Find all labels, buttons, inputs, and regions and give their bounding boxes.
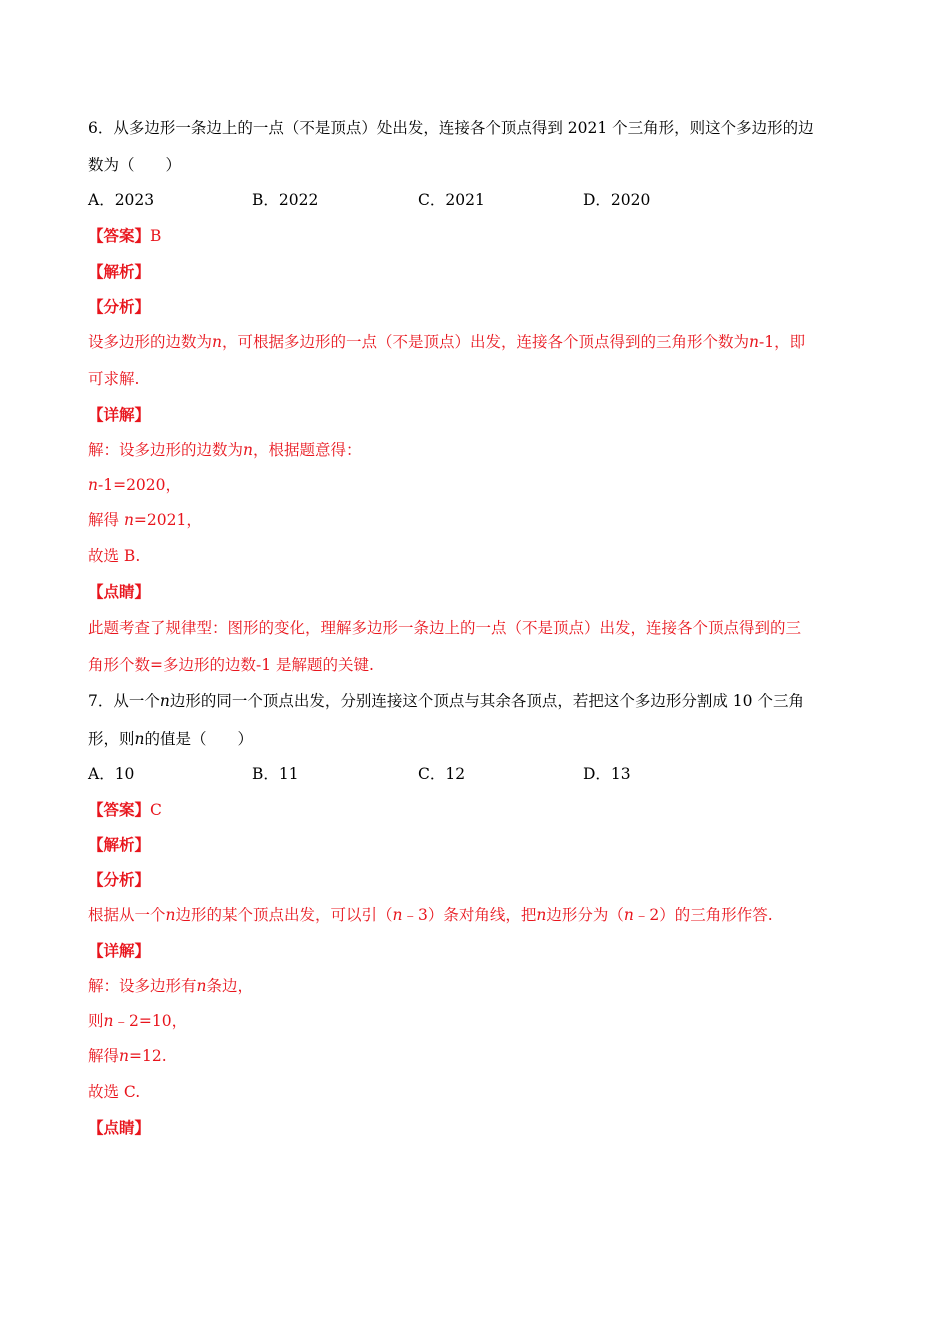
q6-step1-var-n: n (243, 441, 253, 459)
q7-fenxi-text-e: ﹣2）的三角形作答. (633, 906, 773, 924)
q6-step2 (88, 475, 181, 495)
q6-option-c: C．2021 (418, 191, 485, 209)
q6-answer-value: B (150, 227, 162, 245)
q7-fenxi-var-n2: n (392, 906, 403, 924)
q7-xiangjie-label: 【详解】 (88, 941, 151, 960)
q7-jiexi-label: 【解析】 (88, 835, 151, 854)
q6-step3-text-b: =2021， (133, 511, 202, 529)
q7-stem2-text-a: 形，则 (88, 730, 135, 748)
q7-stem-text-b: 边形的同一个顶点出发，分别连接这个顶点与其余各顶点，若把这个多边形分割成 10 个三角 (169, 692, 804, 710)
q7-fenxi-text-d: 边形分为（ (546, 906, 624, 924)
q7-stem-var-n: n (159, 692, 170, 710)
q6-fenxi-text-c: -1，即 (759, 333, 806, 351)
q6-answer (88, 226, 161, 246)
q6-dianjing-line2: 角形个数=多边形的边数-1 是解题的关键. (88, 656, 374, 674)
q6-step2-text: -1=2020， (97, 476, 182, 494)
q7-step4: 故选 C. (88, 1083, 141, 1101)
q7-stem2-var-n: n (134, 730, 145, 748)
q7-step1-var-n: n (196, 977, 207, 995)
q7-step1-text-b: 条边， (206, 977, 254, 995)
q7-fenxi-text-b: 边形的某个顶点出发，可以引（ (175, 906, 393, 924)
q7-fenxi-line (88, 905, 773, 925)
q7-step3-var-n: n (119, 1047, 129, 1065)
q6-step4: 故选 B. (88, 547, 141, 565)
q7-dianjing-label: 【点睛】 (88, 1118, 151, 1137)
q6-dianjing-line1: 此题考查了规律型：图形的变化，理解多边形一条边上的一点（不是顶点）出发，连接各个顶点得到的三 (88, 619, 802, 637)
q6-step2-var-n: n (88, 476, 98, 494)
q6-step3 (88, 510, 202, 530)
q6-fenxi-var-n: n (212, 333, 222, 351)
q6-step3-var-n: n (123, 511, 134, 529)
q6-step1 (88, 440, 362, 460)
q6-fenxi-text-b: ，可根据多边形的一点（不是顶点）出发，连接各个顶点得到的三角形个数为 (222, 333, 750, 351)
q7-answer-value: C (150, 801, 162, 819)
q7-option-d: D．13 (583, 765, 631, 783)
q7-step3 (88, 1046, 167, 1066)
q7-option-b: B．11 (252, 765, 299, 783)
q7-fenxi-text-a: 根据从一个 (88, 906, 166, 924)
q6-fenxi-text-a: 设多边形的边数为 (88, 333, 213, 351)
q7-fenxi-var-n3: n (536, 906, 547, 924)
q7-stem-line1 (88, 691, 804, 711)
q7-fenxi-var-n4: n (623, 906, 634, 924)
q6-jiexi-label: 【解析】 (88, 262, 151, 281)
q6-step1-text-a: 解：设多边形的边数为 (88, 441, 244, 459)
q6-fenxi-label: 【分析】 (88, 297, 151, 316)
q6-xiangjie-label: 【详解】 (88, 405, 151, 424)
q7-answer-label: 【答案】 (88, 800, 151, 819)
q7-answer (88, 800, 162, 820)
q7-fenxi-text-c: ﹣3）条对角线，把 (402, 906, 537, 924)
q7-step3-text-a: 解得 (88, 1047, 120, 1065)
q7-step1-text-a: 解：设多边形有 (88, 977, 197, 995)
q6-fenxi-line2: 可求解. (88, 370, 140, 388)
q7-option-a: A．10 (88, 765, 135, 783)
q7-step2-var-n: n (103, 1012, 114, 1030)
q6-stem-line2: 数为（ ） (88, 156, 182, 174)
q6-option-a: A．2023 (88, 191, 155, 209)
q7-fenxi-var-n1: n (165, 906, 176, 924)
q7-step1 (88, 976, 253, 996)
q7-step2-text-a: 则 (88, 1012, 104, 1030)
q6-fenxi-line1 (88, 332, 805, 352)
q7-fenxi-label: 【分析】 (88, 870, 151, 889)
q6-stem-line1: 6．从多边形一条边上的一点（不是顶点）处出发，连接各个顶点得到 2021 个三角形，则这个多边形的边 (88, 119, 814, 137)
q7-option-c: C．12 (418, 765, 466, 783)
q7-step3-text-b: =12. (129, 1047, 167, 1065)
q6-option-b: B．2022 (252, 191, 319, 209)
q6-step1-text-b: ，根据题意得： (253, 441, 362, 459)
q7-stem2-text-b: 的值是（ ） (144, 730, 254, 748)
q7-step2 (88, 1011, 187, 1031)
q7-stem-line2 (88, 729, 253, 749)
q6-step3-text-a: 解得 (88, 511, 124, 529)
q6-dianjing-label: 【点睛】 (88, 582, 151, 601)
q6-option-d: D．2020 (583, 191, 651, 209)
q6-fenxi-var-n2: n (749, 333, 759, 351)
q7-step2-text-b: ﹣2=10， (113, 1012, 188, 1030)
q6-answer-label: 【答案】 (88, 226, 151, 245)
q7-stem-text-a: 7．从一个 (88, 692, 160, 710)
